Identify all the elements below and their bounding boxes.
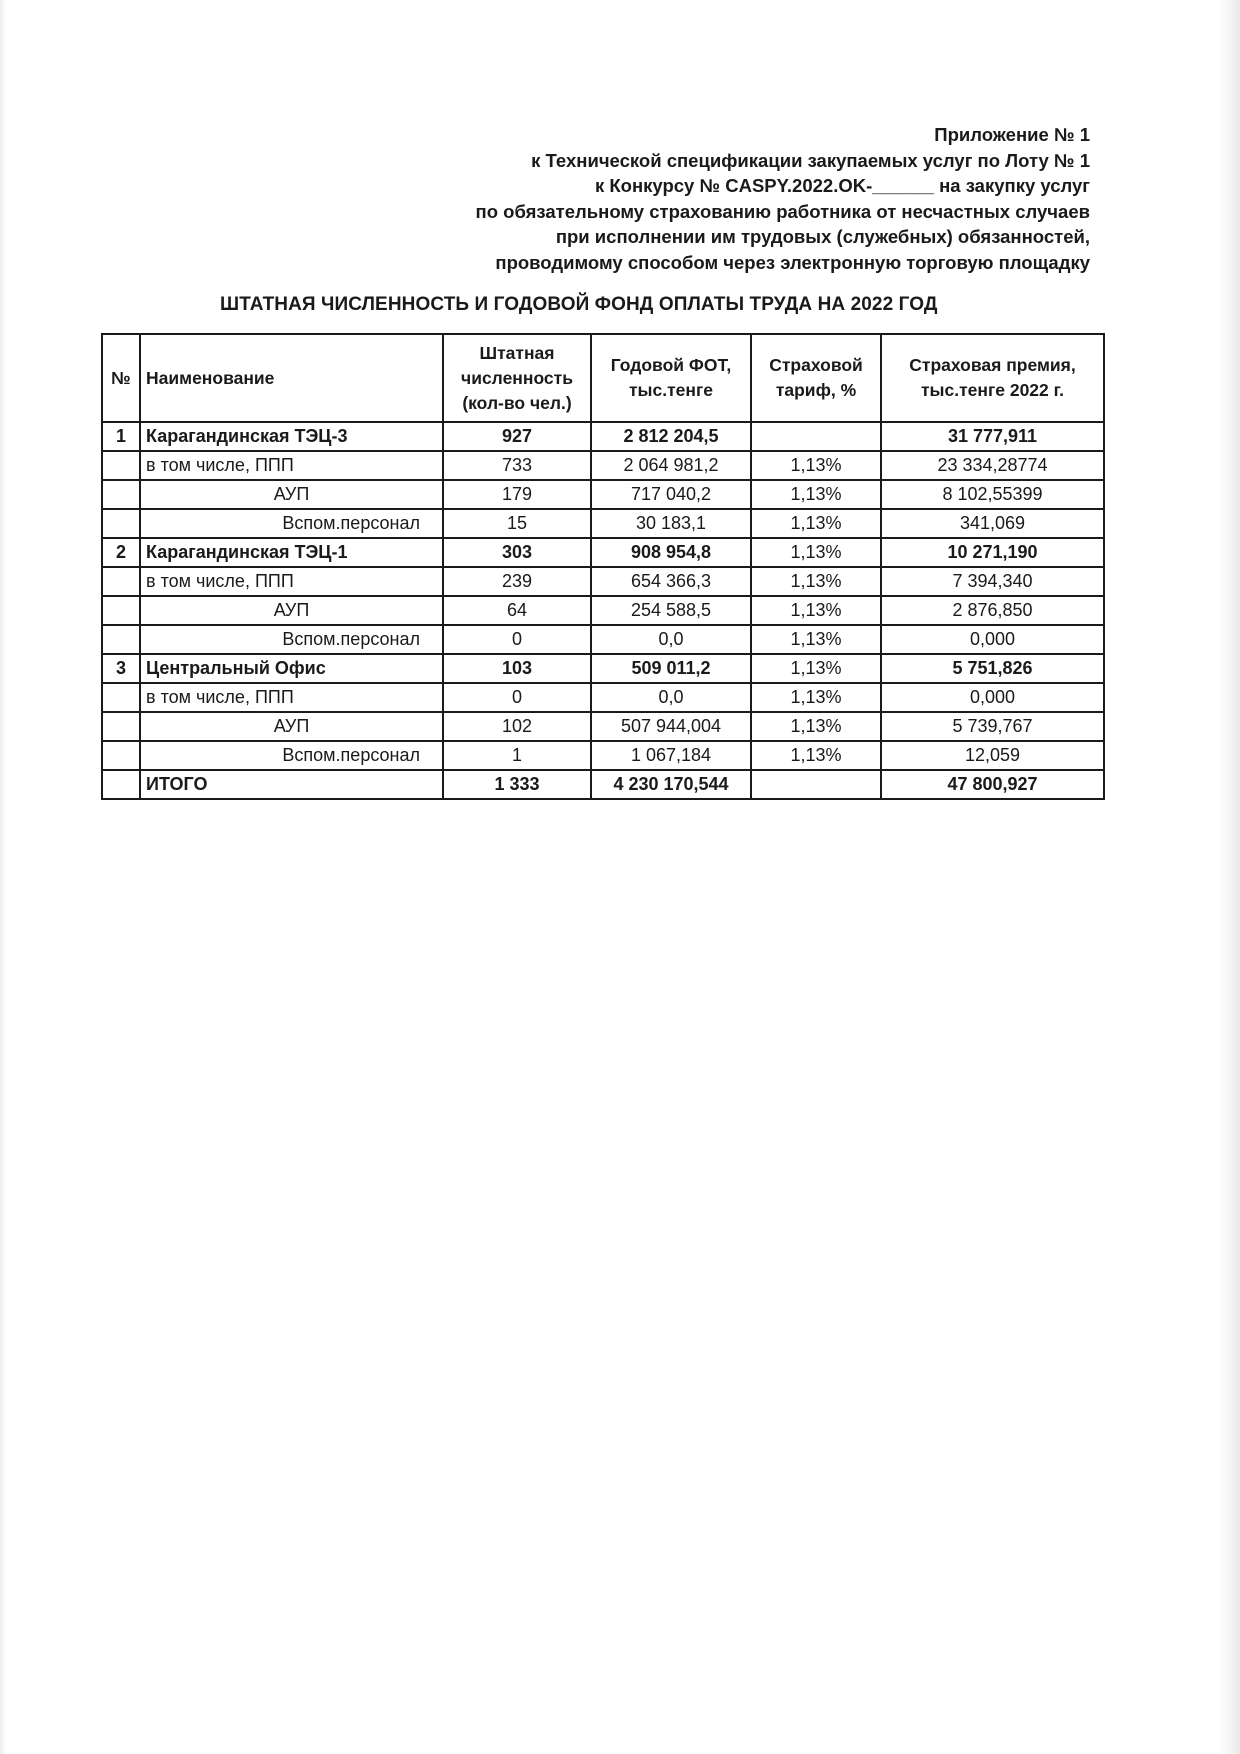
cell-payroll: 717 040,2 xyxy=(591,480,751,509)
cell-name: Вспом.персонал xyxy=(140,509,443,538)
cell-premium: 47 800,927 xyxy=(881,770,1104,799)
cell-premium: 23 334,28774 xyxy=(881,451,1104,480)
cell-name: АУП xyxy=(140,712,443,741)
header-line: проводимому способом через электронную торговую площадку xyxy=(495,251,1090,273)
cell-payroll: 2 812 204,5 xyxy=(591,422,751,451)
cell-name: ИТОГО xyxy=(140,770,443,799)
cell-num xyxy=(102,683,140,712)
staffing-table xyxy=(101,333,1105,800)
cell-num xyxy=(102,741,140,770)
col-header-tariff xyxy=(751,334,881,422)
cell-headcount: 239 xyxy=(443,567,591,596)
cell-tariff xyxy=(751,770,881,799)
cell-num xyxy=(102,451,140,480)
cell-tariff: 1,13% xyxy=(751,538,881,567)
col-header-premium-line: тыс.тенге 2022 г. xyxy=(920,380,1065,400)
cell-payroll: 0,0 xyxy=(591,625,751,654)
cell-tariff: 1,13% xyxy=(751,451,881,480)
table-row-group xyxy=(102,538,1104,567)
cell-name: в том числе, ППП xyxy=(140,567,443,596)
table-row-group xyxy=(102,654,1104,683)
col-header-headcount xyxy=(443,334,591,422)
cell-headcount: 102 xyxy=(443,712,591,741)
cell-name: АУП xyxy=(140,480,443,509)
col-header-headcount-line: Штатная xyxy=(479,342,555,363)
cell-headcount: 733 xyxy=(443,451,591,480)
cell-headcount: 103 xyxy=(443,654,591,683)
cell-premium: 2 876,850 xyxy=(881,596,1104,625)
cell-payroll: 908 954,8 xyxy=(591,538,751,567)
cell-premium: 0,000 xyxy=(881,683,1104,712)
cell-tariff: 1,13% xyxy=(751,480,881,509)
cell-num xyxy=(102,509,140,538)
header-line: Приложение № 1 xyxy=(934,124,1090,145)
cell-headcount: 15 xyxy=(443,509,591,538)
cell-payroll: 4 230 170,544 xyxy=(591,770,751,799)
cell-headcount: 1 333 xyxy=(443,770,591,799)
col-header-tariff-line: Страховой xyxy=(769,355,863,375)
col-header-payroll-line: Годовой ФОТ, xyxy=(610,355,732,375)
cell-premium: 5 739,767 xyxy=(881,712,1104,741)
appendix-header xyxy=(330,122,1090,275)
table-header-row xyxy=(102,334,1104,422)
col-header-premium xyxy=(881,334,1104,422)
cell-premium: 8 102,55399 xyxy=(881,480,1104,509)
cell-payroll: 254 588,5 xyxy=(591,596,751,625)
cell-tariff: 1,13% xyxy=(751,567,881,596)
cell-headcount: 0 xyxy=(443,625,591,654)
col-header-headcount-line: (кол-во чел.) xyxy=(462,392,572,413)
cell-premium: 10 271,190 xyxy=(881,538,1104,567)
table-row xyxy=(102,741,1104,770)
cell-payroll: 507 944,004 xyxy=(591,712,751,741)
cell-premium: 12,059 xyxy=(881,741,1104,770)
cell-headcount: 64 xyxy=(443,596,591,625)
cell-premium: 0,000 xyxy=(881,625,1104,654)
cell-payroll: 509 011,2 xyxy=(591,654,751,683)
cell-name: в том числе, ППП xyxy=(140,683,443,712)
header-line: по обязательному страхованию работника от несчастных случаев xyxy=(475,200,1090,222)
cell-headcount: 0 xyxy=(443,683,591,712)
table-row xyxy=(102,451,1104,480)
cell-tariff: 1,13% xyxy=(751,509,881,538)
cell-num: 3 xyxy=(102,654,140,683)
cell-payroll: 2 064 981,2 xyxy=(591,451,751,480)
cell-tariff: 1,13% xyxy=(751,741,881,770)
table-row xyxy=(102,683,1104,712)
cell-payroll: 1 067,184 xyxy=(591,741,751,770)
header-line: к Технической спецификации закупаемых услуг по Лоту № 1 xyxy=(531,149,1090,171)
col-header-name: Наименование xyxy=(140,334,443,422)
cell-num xyxy=(102,625,140,654)
cell-num xyxy=(102,567,140,596)
document-title: ШТАТНАЯ ЧИСЛЕННОСТЬ И ГОДОВОЙ ФОНД ОПЛАТЫ ТРУДА НА 2022 ГОД xyxy=(220,294,938,315)
cell-headcount: 303 xyxy=(443,538,591,567)
col-header-tariff-line: тариф, % xyxy=(775,380,857,400)
col-header-payroll-line: тыс.тенге xyxy=(628,380,713,400)
cell-num: 1 xyxy=(102,422,140,451)
cell-payroll: 654 366,3 xyxy=(591,567,751,596)
cell-tariff: 1,13% xyxy=(751,625,881,654)
cell-premium: 31 777,911 xyxy=(881,422,1104,451)
cell-tariff: 1,13% xyxy=(751,683,881,712)
table-row-group xyxy=(102,422,1104,451)
cell-premium: 341,069 xyxy=(881,509,1104,538)
cell-num xyxy=(102,480,140,509)
table-row xyxy=(102,625,1104,654)
scan-edge-left xyxy=(0,0,6,1754)
cell-tariff: 1,13% xyxy=(751,596,881,625)
header-line: к Конкурсу № CASPY.2022.OK-______ на закупку услуг xyxy=(594,175,1090,196)
col-header-headcount-line: численность xyxy=(461,367,573,388)
scan-edge-right xyxy=(1218,0,1240,1754)
table-row xyxy=(102,596,1104,625)
cell-premium: 7 394,340 xyxy=(881,567,1104,596)
table-row xyxy=(102,509,1104,538)
header-line: при исполнении им трудовых (служебных) обязанностей, xyxy=(555,226,1090,247)
col-header-premium-line: Страховая премия, xyxy=(909,355,1076,375)
cell-name: Центральный Офис xyxy=(140,654,443,683)
cell-premium: 5 751,826 xyxy=(881,654,1104,683)
cell-headcount: 927 xyxy=(443,422,591,451)
table-row xyxy=(102,712,1104,741)
cell-name: Карагандинская ТЭЦ-1 xyxy=(140,538,443,567)
cell-num xyxy=(102,770,140,799)
cell-tariff: 1,13% xyxy=(751,712,881,741)
cell-num xyxy=(102,596,140,625)
col-header-payroll xyxy=(591,334,751,422)
cell-headcount: 179 xyxy=(443,480,591,509)
cell-name: в том числе, ППП xyxy=(140,451,443,480)
table-row-total xyxy=(102,770,1104,799)
cell-name: Вспом.персонал xyxy=(140,625,443,654)
cell-name: Вспом.персонал xyxy=(140,741,443,770)
cell-payroll: 0,0 xyxy=(591,683,751,712)
cell-name: Карагандинская ТЭЦ-3 xyxy=(140,422,443,451)
cell-num xyxy=(102,712,140,741)
cell-headcount: 1 xyxy=(443,741,591,770)
table-row xyxy=(102,480,1104,509)
cell-name: АУП xyxy=(140,596,443,625)
table-row xyxy=(102,567,1104,596)
cell-tariff: 1,13% xyxy=(751,654,881,683)
col-header-num: № xyxy=(102,334,140,422)
cell-tariff xyxy=(751,422,881,451)
cell-payroll: 30 183,1 xyxy=(591,509,751,538)
cell-num: 2 xyxy=(102,538,140,567)
